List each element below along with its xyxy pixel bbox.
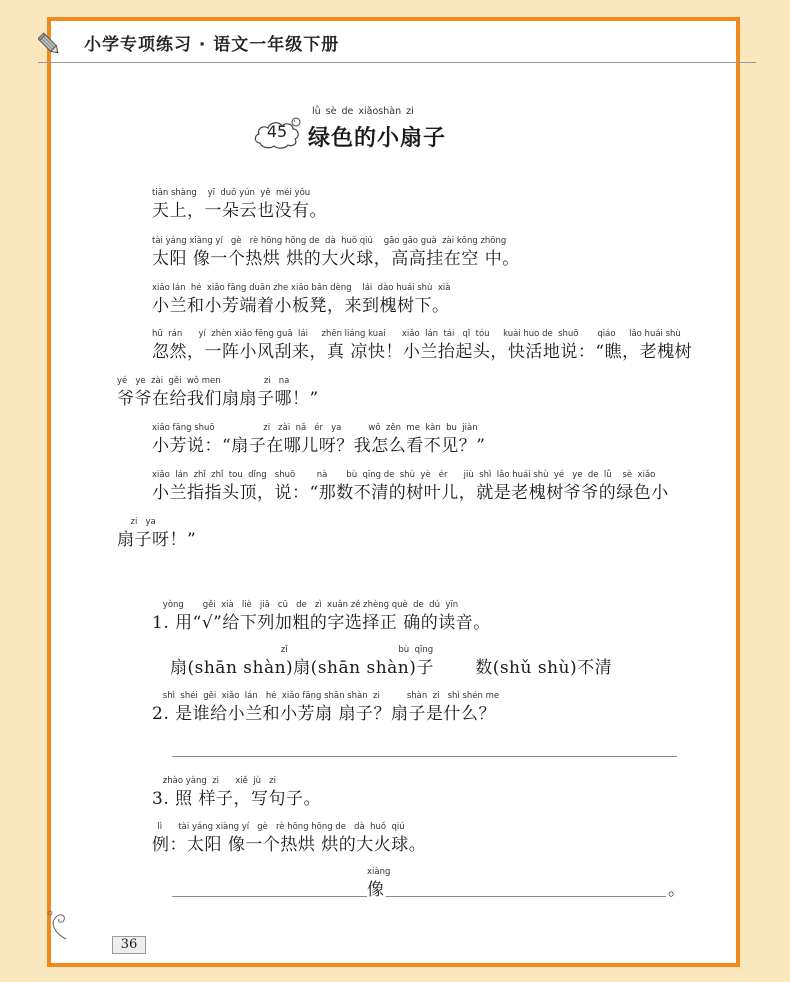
passage-line-1 <box>152 188 327 223</box>
pinyin: xiǎo lán hé xiǎo fāng duān zhe xiǎo bǎn dèng lái dào huái shù xià <box>152 283 451 293</box>
answer-line-after[interactable] <box>386 896 666 897</box>
pinyin: xiǎo lán zhǐ zhǐ tou dǐng shuō nà bù qīng de shù yè ér jiù shì lǎo huái shù yé ye de lǜ sè xiǎo <box>152 470 656 480</box>
xiang-char: 像 <box>367 880 385 900</box>
swirl-decoration-icon <box>44 905 70 941</box>
lesson-number: 45 <box>266 122 288 141</box>
passage-text: 天上，一朵云也没有。 <box>152 201 327 221</box>
answer-line-q2[interactable] <box>172 756 677 757</box>
passage-line-4 <box>152 329 692 364</box>
pinyin: tiān shàng yī duǒ yún yě méi yǒu <box>152 188 311 198</box>
passage-line-5 <box>117 376 319 411</box>
passage-line-6 <box>152 423 485 458</box>
passage-text: 小芳说：“扇子在哪儿呀？我怎么看不见？” <box>152 436 486 456</box>
pinyin: tài yáng xiàng yí gè rè hōng hōng de dà huǒ qiú gāo gāo guà zài kōng zhōng <box>152 236 507 246</box>
example-text: 例：太阳 像一个热烘 烘的大火球。 <box>152 835 427 855</box>
question-3 <box>152 776 321 811</box>
question-1-options[interactable] <box>170 645 612 680</box>
passage-text: 爷爷在给我们扇扇子哪！” <box>117 389 319 409</box>
lesson-heading <box>252 103 512 159</box>
pinyin: xiàng <box>367 867 391 877</box>
pencil-icon <box>38 32 62 58</box>
example-sentence <box>152 822 426 857</box>
end-period: 。 <box>668 880 686 900</box>
pinyin: zi ya <box>117 517 156 527</box>
answer-line-before[interactable] <box>172 896 367 897</box>
pinyin: hū rán yí zhèn xiǎo fēng guā lái zhēn liáng kuai xiǎo lán tái qǐ tóu kuài huo de shuō qiáo lǎo huái shù <box>152 329 681 339</box>
header-title: 小学专项练习 · 语文一年级下册 <box>84 35 340 55</box>
pinyin: lì tài yáng xiàng yí gè rè hōng hōng de dà huǒ qiú <box>152 822 405 832</box>
pinyin: shì shéi gěi xiǎo lán hé xiǎo fāng shān shàn zi shàn zi shì shén me <box>152 691 500 701</box>
pinyin: yé ye zài gěi wǒ men zi na <box>117 376 290 386</box>
pinyin: yòng gěi xià liè jiā cū de zì xuǎn zé zhèng què de dú yīn <box>152 600 459 610</box>
question-text: 3. 照 样子，写句子。 <box>152 789 322 809</box>
pinyin: zhào yàng zi xiě jù zi <box>152 776 276 786</box>
page-number: 36 <box>112 936 146 954</box>
page-header <box>38 30 756 63</box>
pinyin: zǐ bù qīng <box>170 645 434 655</box>
lesson-title: 绿色的小扇子 <box>308 126 447 151</box>
passage-line-3 <box>152 283 450 318</box>
passage-line-8 <box>117 517 196 552</box>
passage-text: 太阳 像一个热烘 烘的大火球，高高挂在空 中。 <box>152 249 520 269</box>
question-text: 1. 用“√”给下列加粗的字选择正 确的读音。 <box>152 613 491 633</box>
passage-text: 忽然，一阵小风刮来，真 凉快！小兰抬起头，快活地说：“瞧，老槐树 <box>152 342 693 362</box>
lesson-title-pinyin: lǜ sè de xiǎoshàn zi <box>312 106 414 117</box>
question-2 <box>152 691 499 726</box>
passage-line-7 <box>152 470 669 505</box>
passage-text: 小兰指指头顶，说：“那数不清的树叶儿，就是老槐树爷爷的绿色小 <box>152 483 669 503</box>
passage-line-2 <box>152 236 520 271</box>
question-text: 2. 是谁给小兰和小芳扇 扇子？扇子是什么？ <box>152 704 497 724</box>
question-1 <box>152 600 491 635</box>
passage-text: 小兰和小芳端着小板凳，来到槐树下。 <box>152 296 450 316</box>
passage-text: 扇子呀！” <box>117 530 197 550</box>
reading-options[interactable]: 扇(shān shàn)扇(shān shàn)子 数(shǔ shù)不清 <box>170 658 613 678</box>
pinyin: xiǎo fāng shuō zi zài nǎ ér ya wǒ zěn me kàn bu jiàn <box>152 423 478 433</box>
